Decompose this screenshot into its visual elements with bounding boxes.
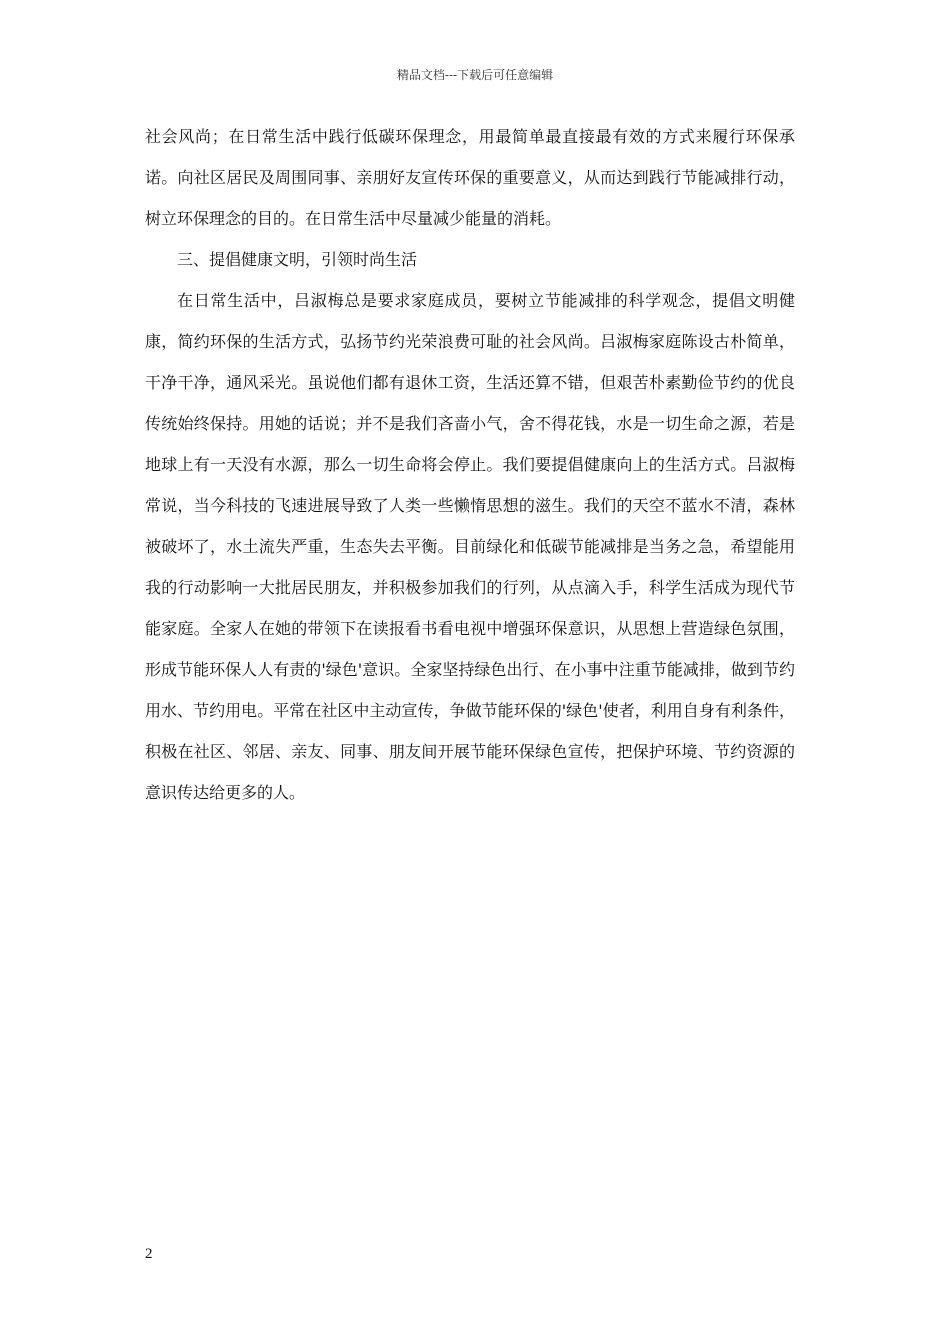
document-body xyxy=(145,116,795,813)
page-header: 精品文档---下载后可任意编辑 xyxy=(396,68,554,82)
section-heading: 三、提倡健康文明，引领时尚生活 xyxy=(177,250,418,269)
paragraph-continuation: 社会风尚；在日常生活中践行低碳环保理念，用最简单最直接最有效的方式来履行环保承诺。向社区居民及周围同事、亲朋好友宣传环保的重要意义，从而达到践行节能减排行动，树立环保理念的目的。在日常生活中尽量减少能量的消耗。 xyxy=(145,127,795,228)
page-number: 2 xyxy=(145,1246,153,1262)
paragraph-main: 在日常生活中，吕淑梅总是要求家庭成员，要树立节能减排的科学观念，提倡文明健康，简约环保的生活方式，弘扬节约光荣浪费可耻的社会风尚。吕淑梅家庭陈设古朴简单，干净干净，通风采光。虽说他们都有退休工资，生活还算不错，但艰苦朴素勤俭节约的优良传统始终保持。用她的话说；并不是我们吝啬小气，舍不得花钱，水是一切生命之源，若是地球上有一天没有水源，那么一切生命将会停止。我们要提倡健康向上的生活方式。吕淑梅常说，当今科技的飞速进展导致了人类一些懒惰思想的滋生。我们的天空不蓝水不清，森林被破坏了，水土流失严重，生态失去平衡。目前绿化和低碳节能减排是当务之急，希望能用我的行动影响一大批居民朋友，并积极参加我们的行列，从点滴入手，科学生活成为现代节能家庭。全家人在她的带领下在读报看书看电视中增强环保意识，从思想上营造绿色氛围，形成节能环保人人有责的'绿色'意识。全家坚持绿色出行、在小事中注重节能减排，做到节约用水、节约用电。平常在社区中主动宣传，争做节能环保的'绿色'使者，利用自身有利条件，积极在社区、邻居、亲友、同事、朋友间开展节能环保绿色宣传，把保护环境、节约资源的意识传达给更多的人。 xyxy=(145,291,795,802)
